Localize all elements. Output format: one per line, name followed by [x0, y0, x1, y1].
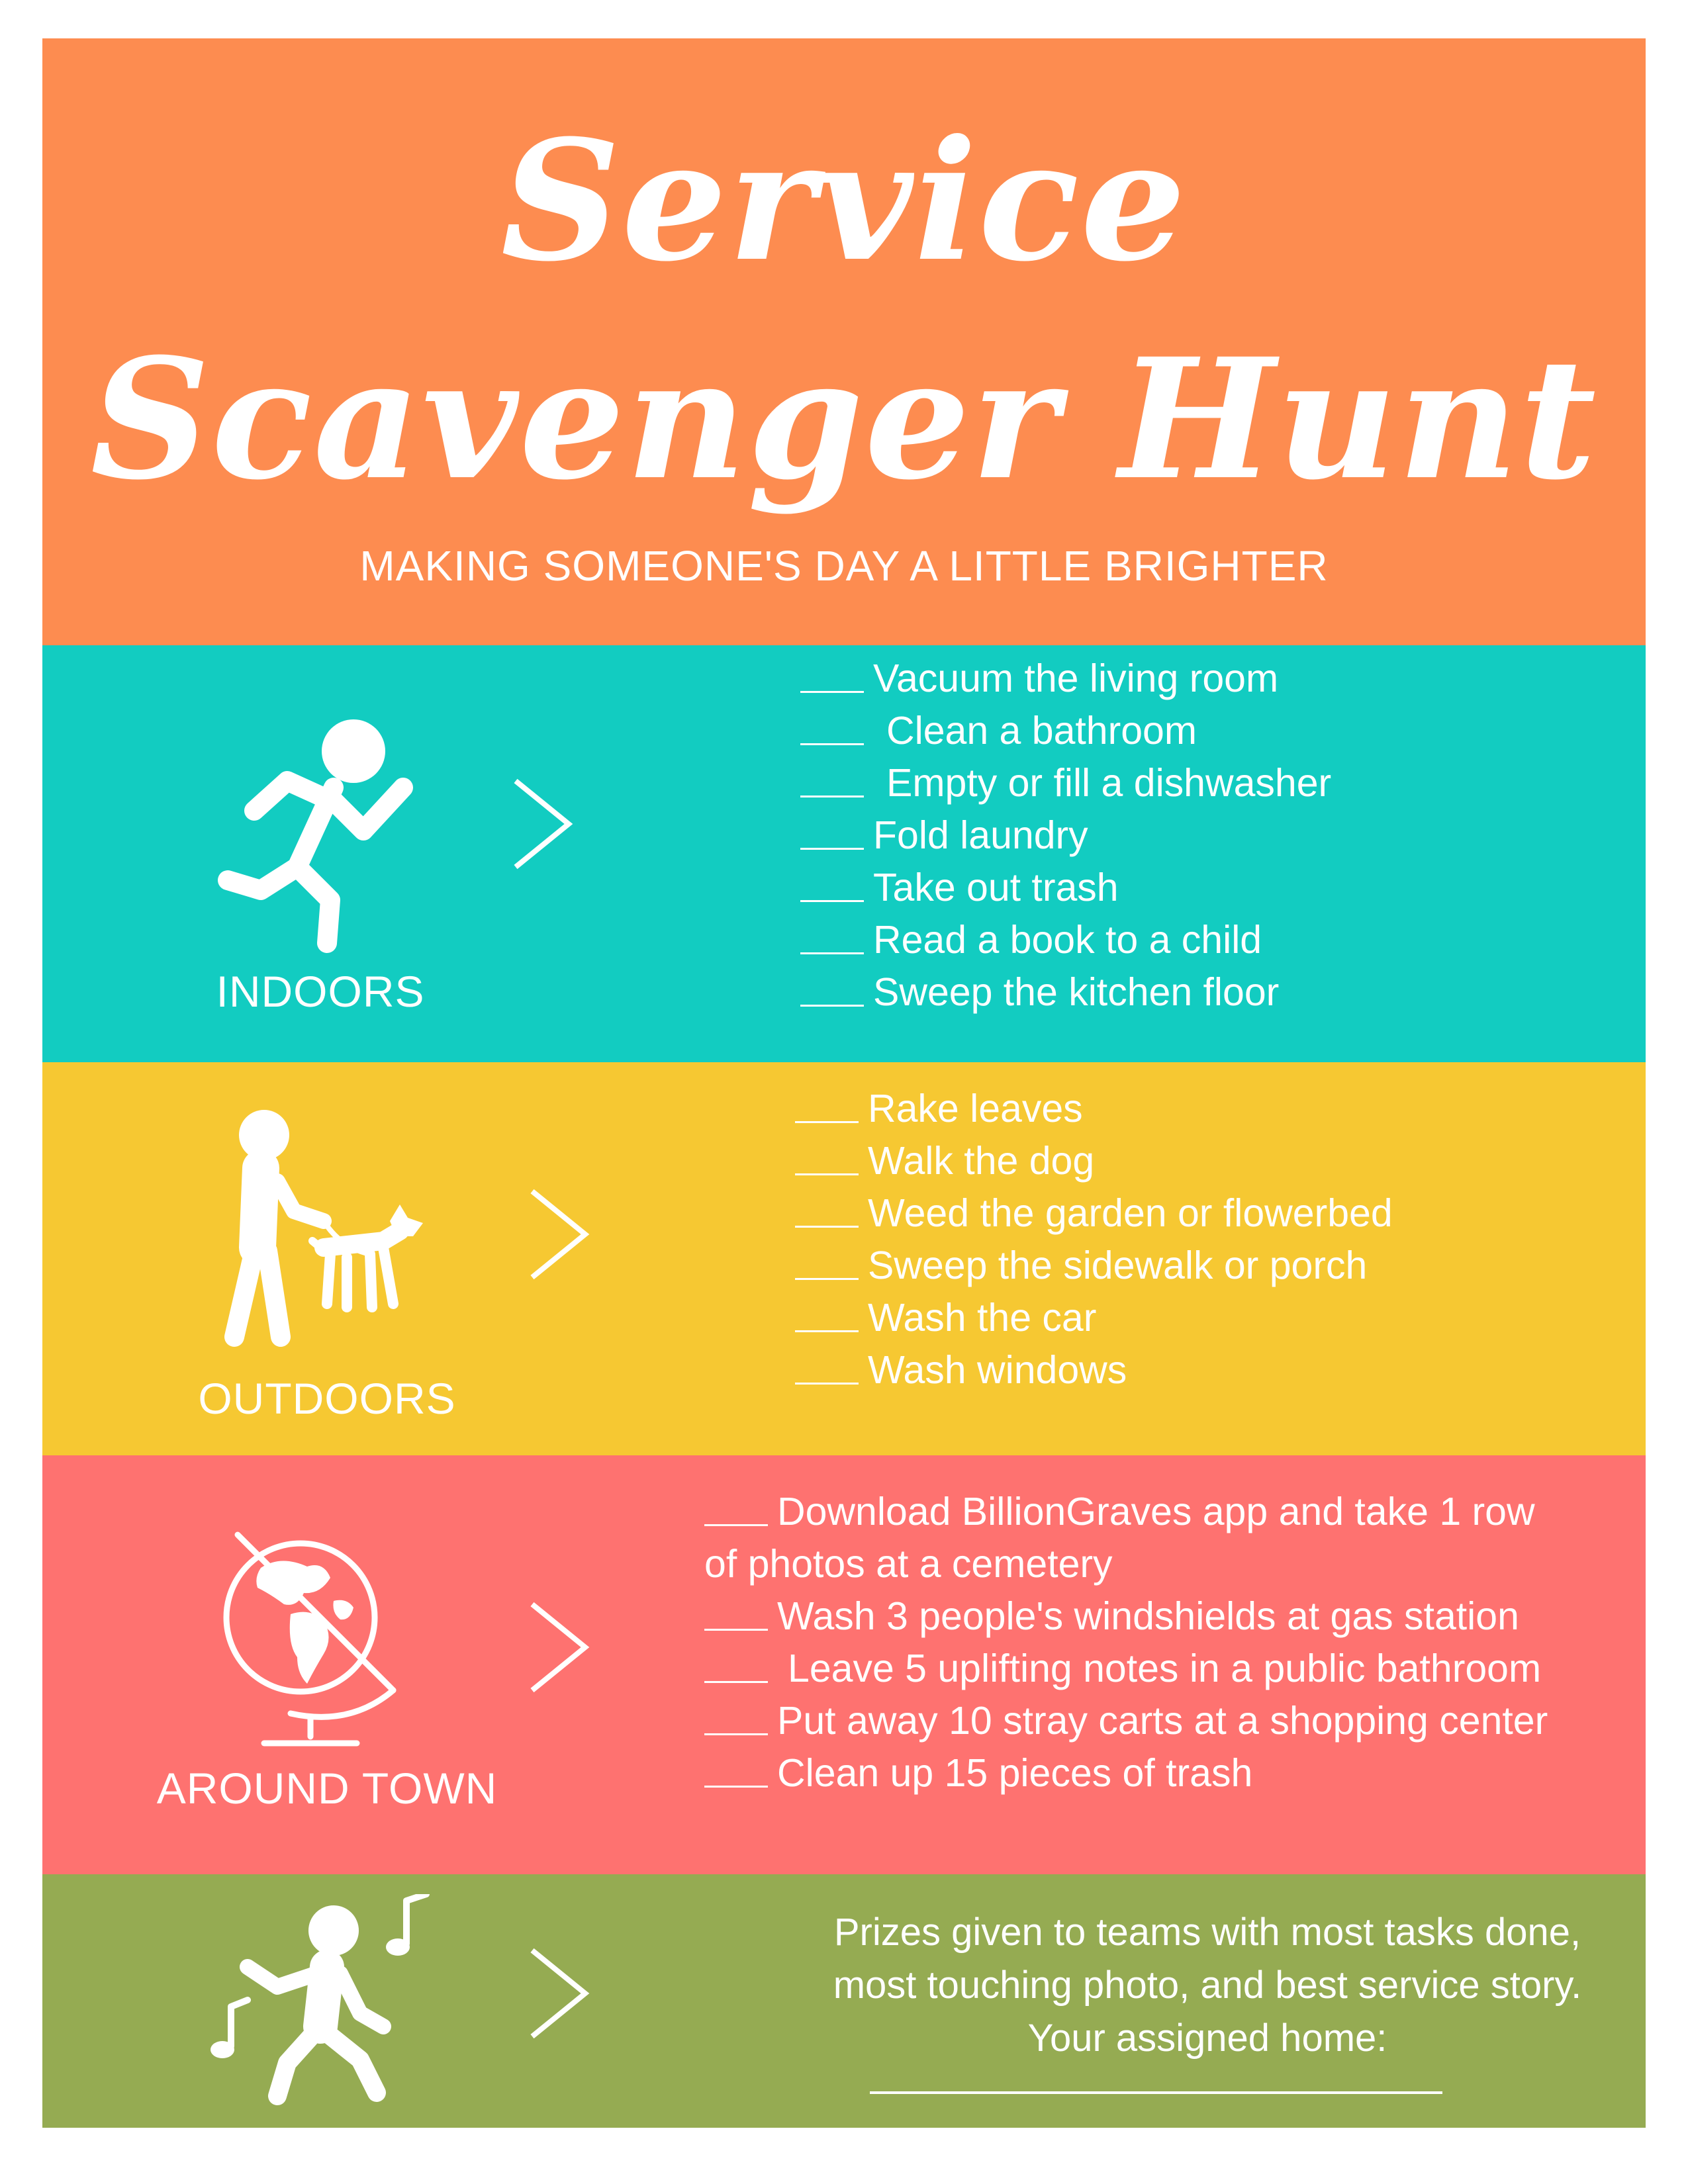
outdoors-section: [42, 1062, 1646, 1455]
checkbox-blank[interactable]: [800, 952, 864, 954]
chevron-right-icon: [522, 1944, 595, 2043]
checkbox-blank[interactable]: [704, 1629, 768, 1631]
prize-line-2: most touching photo, and best service story.: [833, 1964, 1582, 2007]
checkbox-blank[interactable]: [800, 743, 864, 745]
list-item: Clean a bathroom: [800, 701, 1331, 753]
list-item: Download BillionGraves app and take 1 row of photos at a cemetery: [704, 1490, 1535, 1586]
checkbox-blank[interactable]: [704, 1733, 768, 1735]
checkbox-blank[interactable]: [795, 1121, 859, 1123]
subtitle: MAKING SOMEONE'S DAY A LITTLE BRIGHTER: [359, 542, 1329, 590]
checkbox-blank[interactable]: [795, 1383, 859, 1385]
outdoors-task-list: [795, 1079, 1393, 1392]
list-item: Empty or fill a dishwasher: [800, 753, 1331, 805]
indoors-label: INDOORS: [216, 967, 425, 1016]
checkbox-blank[interactable]: [704, 1524, 768, 1526]
chevron-right-icon: [522, 1185, 595, 1284]
checkbox-blank[interactable]: [704, 1681, 768, 1683]
title-line-2: Scavenger Hunt: [90, 322, 1598, 516]
chevron-right-icon: [506, 774, 579, 874]
checkbox-blank[interactable]: [800, 848, 864, 850]
title-line-1: Service: [500, 103, 1188, 298]
chevron-right-icon: [522, 1598, 595, 1697]
outdoors-label: OUTDOORS: [198, 1374, 456, 1423]
prize-description: [790, 1906, 1624, 2065]
list-item: Walk the dog: [795, 1131, 1393, 1183]
checkbox-blank[interactable]: [795, 1226, 859, 1228]
checkbox-blank[interactable]: [800, 691, 864, 693]
list-item: Clean up 15 pieces of trash: [704, 1743, 1548, 1796]
around-town-label: AROUND TOWN: [156, 1764, 498, 1813]
dancing-person-icon: [185, 1894, 449, 2113]
running-person-icon: [188, 715, 466, 960]
list-item: Rake leaves: [795, 1079, 1393, 1131]
prize-line-1: Prizes given to teams with most tasks done,: [833, 1911, 1581, 1954]
list-item: Take out trash: [800, 858, 1331, 910]
checkbox-blank[interactable]: [800, 1005, 864, 1007]
indoors-section: [42, 645, 1646, 1062]
prize-line-3: Your assigned home:: [1027, 2017, 1387, 2060]
checkbox-blank[interactable]: [704, 1786, 768, 1788]
person-walking-dog-icon: [195, 1105, 446, 1357]
around-town-task-list: [704, 1482, 1548, 1796]
around-town-section: [42, 1455, 1646, 1874]
globe-icon: [191, 1515, 423, 1766]
checkbox-blank[interactable]: [800, 796, 864, 797]
assigned-home-blank[interactable]: [870, 2091, 1442, 2094]
prizes-section: [42, 1874, 1646, 2128]
indoors-task-list: [800, 649, 1331, 1015]
list-item: Wash 3 people's windshields at gas station: [704, 1586, 1548, 1639]
list-item: Sweep the kitchen floor: [800, 962, 1331, 1015]
list-item: Vacuum the living room: [800, 649, 1331, 701]
list-item: Wash windows: [795, 1340, 1393, 1392]
checkbox-blank[interactable]: [795, 1173, 859, 1175]
checkbox-blank[interactable]: [800, 900, 864, 902]
list-item: Fold laundry: [800, 805, 1331, 858]
list-item: Weed the garden or flowerbed: [795, 1183, 1393, 1236]
list-item: Read a book to a child: [800, 910, 1331, 962]
header-banner: [42, 38, 1646, 645]
checkbox-blank[interactable]: [795, 1330, 859, 1332]
checkbox-blank[interactable]: [795, 1278, 859, 1280]
list-item: Leave 5 uplifting notes in a public bathroom: [704, 1639, 1548, 1691]
list-item: Put away 10 stray carts at a shopping center: [704, 1691, 1548, 1743]
list-item: Wash the car: [795, 1288, 1393, 1340]
list-item: Sweep the sidewalk or porch: [795, 1236, 1393, 1288]
